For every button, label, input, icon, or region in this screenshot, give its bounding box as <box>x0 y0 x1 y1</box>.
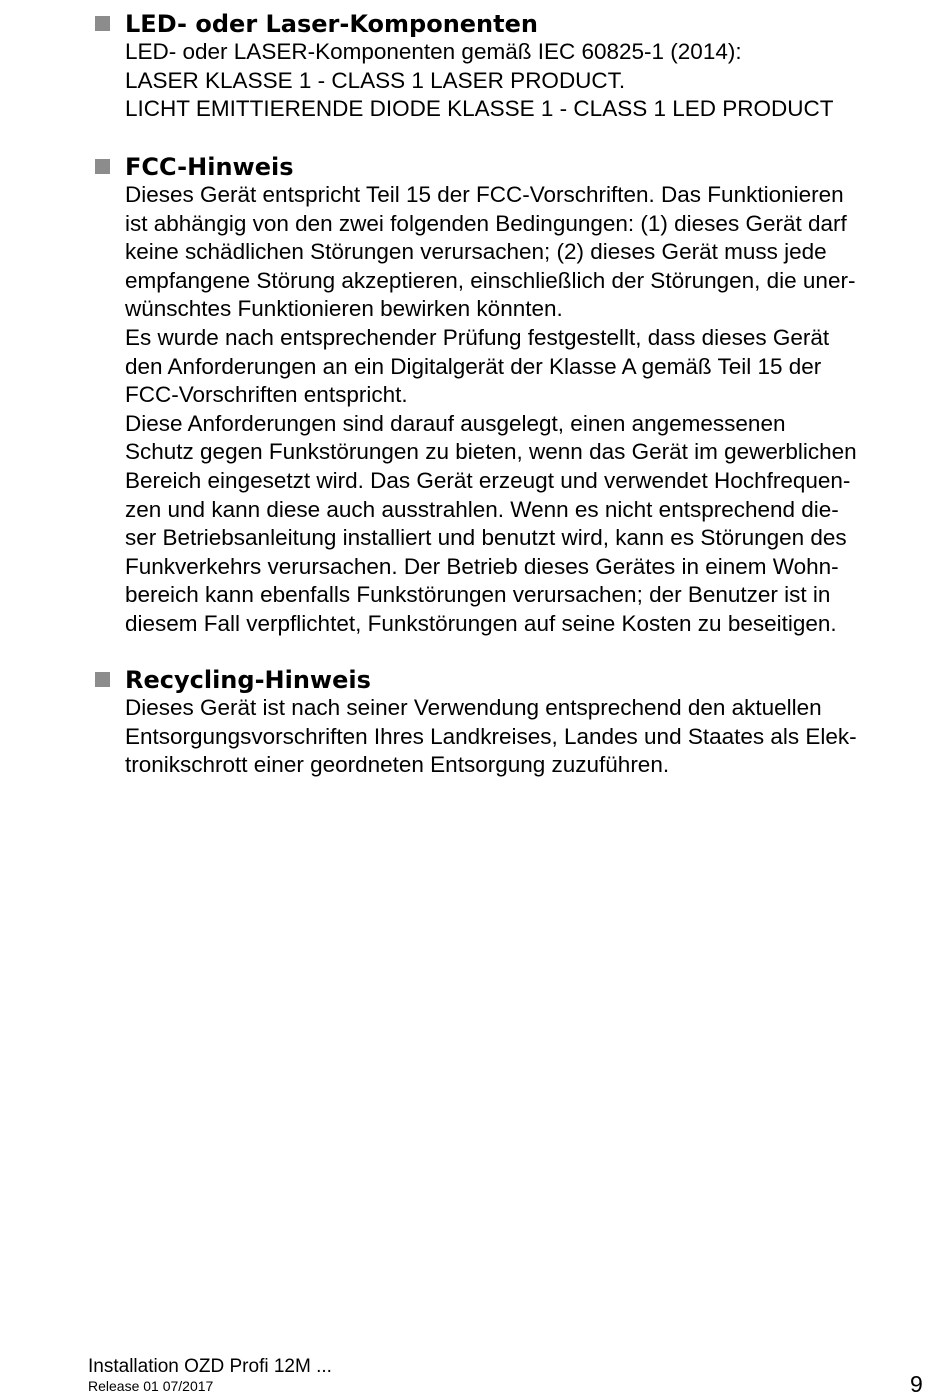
body-line: Dieses Gerät ist nach seiner Verwendung entsprechend den aktuellen <box>125 695 822 720</box>
page-number: 9 <box>910 1371 923 1397</box>
body-line: tronikschrott einer geordneten Entsorgung zuzuführen. <box>125 752 670 778</box>
footer-document-title: Installation OZD Profi 12M ... <box>88 1356 332 1377</box>
section-heading: FCC-Hinweis <box>125 153 294 181</box>
body-line: zen und kann diese auch ausstrahlen. Wenn es nicht entsprechend die- <box>125 496 839 522</box>
section-body <box>125 38 834 124</box>
body-line: LED- oder LASER-Komponenten gemäß IEC 60825-1 (2014): <box>125 39 742 64</box>
body-line: LICHT EMITTIERENDE DIODE KLASSE 1 - CLASS 1 LED PRODUCT <box>125 96 834 122</box>
body-line: keine schädlichen Störungen verursachen; (2) dieses Gerät muss jede <box>125 239 827 265</box>
section-body <box>125 181 857 639</box>
section-heading: LED- oder Laser-Komponenten <box>125 10 538 38</box>
body-line: wünschtes Funktionieren bewirken könnten. <box>125 296 563 322</box>
section-body <box>125 694 857 780</box>
body-line: bereich kann ebenfalls Funkstörungen verursachen; der Benutzer ist in <box>125 582 831 608</box>
square-bullet-icon <box>95 159 110 174</box>
body-line: Diese Anforderungen sind darauf ausgelegt, einen angemessenen <box>125 410 786 436</box>
body-line: Bereich eingesetzt wird. Das Gerät erzeugt und verwendet Hochfrequen- <box>125 467 851 493</box>
body-line: den Anforderungen an ein Digitalgerät der Klasse A gemäß Teil 15 der <box>125 353 822 379</box>
body-line: LASER KLASSE 1 - CLASS 1 LASER PRODUCT. <box>125 67 626 93</box>
body-line: ist abhängig von den zwei folgenden Bedingungen: (1) dieses Gerät darf <box>125 210 847 236</box>
body-line: Entsorgungsvorschriften Ihres Landkreises, Landes und Staates als Elek- <box>125 723 857 749</box>
square-bullet-icon <box>95 672 110 687</box>
section-heading: Recycling-Hinweis <box>125 666 371 694</box>
square-bullet-icon <box>95 16 110 31</box>
body-line: Es wurde nach entsprechender Prüfung festgestellt, dass dieses Gerät <box>125 324 830 350</box>
body-line: empfangene Störung akzeptieren, einschließlich der Störungen, die uner- <box>125 267 856 293</box>
footer-release-info: Release 01 07/2017 <box>88 1378 214 1394</box>
body-line: ser Betriebsanleitung installiert und benutzt wird, kann es Störungen des <box>125 525 847 551</box>
body-line: Schutz gegen Funkstörungen zu bieten, wenn das Gerät im gewerblichen <box>125 439 857 465</box>
body-line: Funkverkehrs verursachen. Der Betrieb dieses Gerätes in einem Wohn- <box>125 553 839 579</box>
body-line: FCC-Vorschriften entspricht. <box>125 382 408 408</box>
body-line: Dieses Gerät entspricht Teil 15 der FCC-Vorschriften. Das Funktionieren <box>125 182 844 207</box>
body-line: diesem Fall verpflichtet, Funkstörungen auf seine Kosten zu beseitigen. <box>125 610 837 636</box>
